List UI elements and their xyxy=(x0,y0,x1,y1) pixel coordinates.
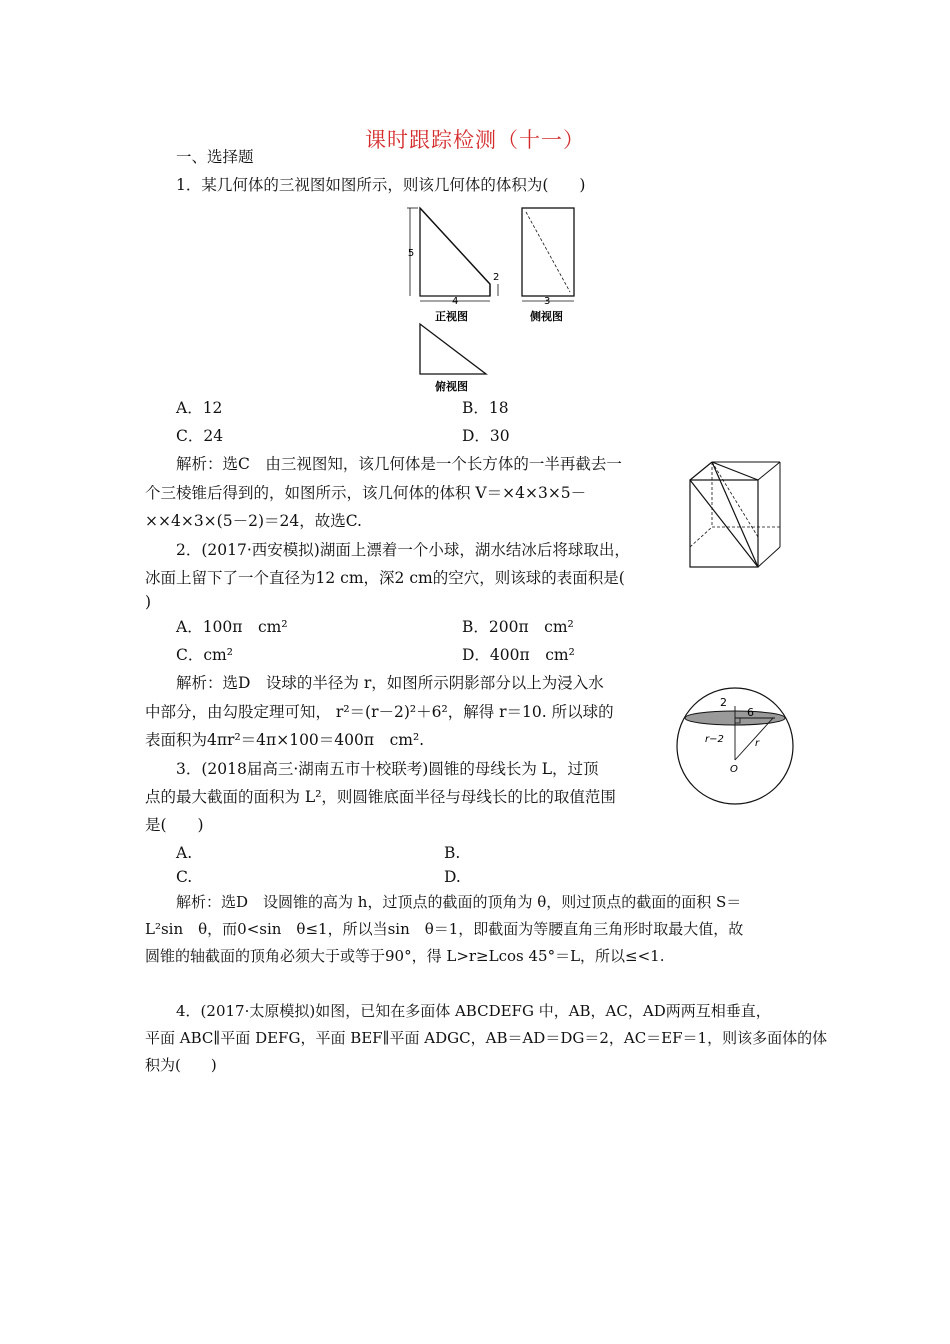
page-title: 课时跟踪检测（十一） xyxy=(365,128,585,152)
q3-option-b: B. xyxy=(444,844,461,862)
q2-stem-line-3: ) xyxy=(145,593,152,611)
q3-solution-line-1: 解析：选D 设圆锥的高为 h，过顶点的截面的顶角为 θ，则过顶点的截面的面积 S＝ xyxy=(176,893,742,911)
q2-option-b: B．200π cm² xyxy=(462,618,574,636)
q2-solution-line-1: 解析：选D 设球的半径为 r，如图所示阴影部分以上为浸入水 xyxy=(176,674,604,692)
section-heading: 一、选择题 xyxy=(176,148,254,166)
q2-stem-line-2: 冰面上留下了一个直径为12 cm，深2 cm的空穴，则该球的表面积是( xyxy=(145,569,625,587)
side-view-label: 侧视图 xyxy=(530,310,563,323)
q4-stem-line-2: 平面 ABC∥平面 DEFG，平面 BEF∥平面 ADGC，AB＝AD＝DG＝2，AC＝EF＝1，则该多面体的体 xyxy=(145,1029,828,1047)
q2-option-d: D．400π cm² xyxy=(462,646,575,664)
q3-solution-line-3: 圆锥的轴截面的顶角必须大于或等于90°，得 L>r≥Lcos 45°＝L，所以≤<1. xyxy=(145,947,665,965)
q2-solution-line-2: 中部分，由勾股定理可知， r²＝(r－2)²＋6²，解得 r＝10. 所以球的 xyxy=(145,703,614,721)
q1-option-b: B．18 xyxy=(462,399,509,417)
sphere-label-2: 2 xyxy=(720,696,727,709)
q4-stem-line-3: 积为( ) xyxy=(145,1056,217,1074)
q3-stem-line-1: 3．(2018届高三·湖南五市十校联考)圆锥的母线长为 L，过顶 xyxy=(176,760,599,778)
q2-solution-line-3: 表面积为4πr²＝4π×100＝400π cm². xyxy=(145,731,425,749)
q1-option-a: A．12 xyxy=(176,399,223,417)
q2-sphere-figure xyxy=(675,680,795,810)
q3-option-d: D. xyxy=(444,868,461,886)
q3-option-c: C. xyxy=(176,868,193,886)
q3-option-a: A. xyxy=(176,844,193,862)
top-view-label: 俯视图 xyxy=(435,380,468,393)
q1-solution-line-2: 个三棱锥后得到的，如图所示，该几何体的体积 V＝×4×3×5－ xyxy=(145,484,587,502)
front-view-label: 正视图 xyxy=(435,310,468,323)
q4-stem-line-1: 4．(2017·太原模拟)如图，已知在多面体 ABCDEFG 中，AB，AC，AD两两互相垂直， xyxy=(176,1002,771,1020)
dim-3: 3 xyxy=(544,296,551,307)
q3-solution-line-2: L²sin θ，而0<sin θ≤1，所以当sin θ＝1，即截面为等腰直角三角形时取最大值，故 xyxy=(145,920,744,938)
q1-solution-line-3: ××4×3×(5－2)＝24，故选C. xyxy=(145,512,362,530)
q1-option-c: C．24 xyxy=(176,427,224,445)
sphere-label-r-minus-2: r−2 xyxy=(705,734,724,745)
dim-5: 5 xyxy=(407,248,415,259)
q1-stem: 1．某几何体的三视图如图所示，则该几何体的体积为( ) xyxy=(176,176,586,194)
q2-stem-line-1: 2．(2017·西安模拟)湖面上漂着一个小球，湖水结冰后将球取出， xyxy=(176,541,630,559)
q1-solid-figure xyxy=(682,452,792,577)
sphere-label-o: O xyxy=(730,764,738,775)
q2-option-c: C．cm² xyxy=(176,646,233,664)
q1-option-d: D．30 xyxy=(462,427,510,445)
sphere-label-r: r xyxy=(755,738,760,749)
dim-4: 4 xyxy=(452,296,459,307)
q3-stem-line-3: 是( ) xyxy=(145,816,204,834)
q2-option-a: A．100π cm² xyxy=(176,618,288,636)
q3-stem-line-2: 点的最大截面的面积为 L²，则圆锥底面半径与母线长的比的取值范围 xyxy=(145,788,616,806)
dim-2: 2 xyxy=(493,272,500,283)
q1-three-view-figure xyxy=(400,200,590,395)
q1-solution-line-1: 解析：选C 由三视图知，该几何体是一个长方体的一半再截去一 xyxy=(176,455,622,473)
sphere-label-6: 6 xyxy=(747,706,754,719)
